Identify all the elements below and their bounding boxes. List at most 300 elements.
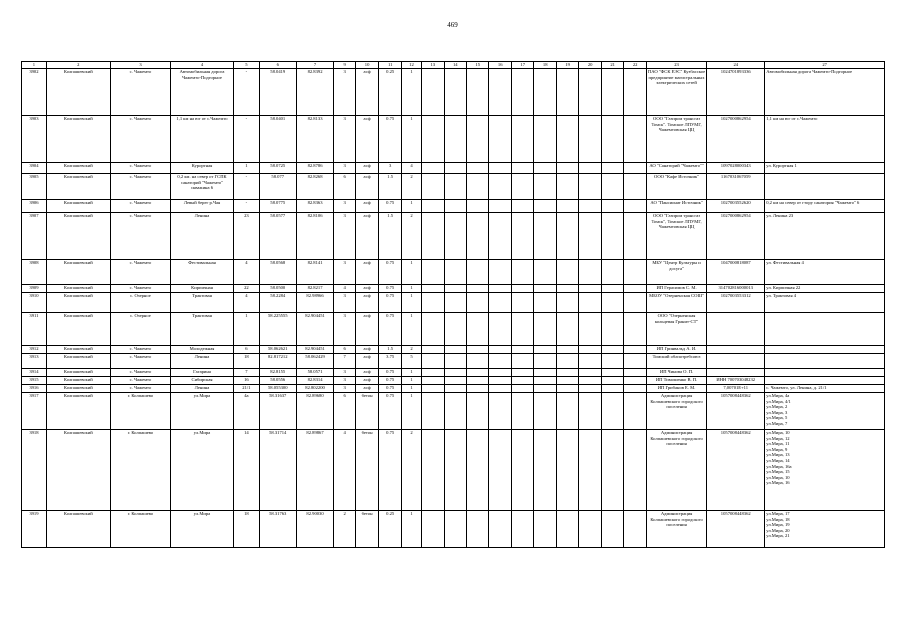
table-cell: Сибирская [171,377,234,385]
table-cell: 3915 [22,377,47,385]
table-cell: 82.8141 [296,260,334,285]
table-cell [579,293,601,313]
table-cell: 1.5 [379,346,401,354]
table-cell [422,200,444,213]
table-cell: 58.0568 [259,260,296,285]
table-cell: Фестивальная [171,260,234,285]
table-cell: 82.8155 [259,369,296,377]
column-header: 22 [624,62,646,69]
table-cell: ИП Грибанов Е. М. [646,385,706,393]
table-cell: 1057008448362 [707,393,765,430]
table-cell: 3904 [22,163,47,174]
column-header: 19 [556,62,578,69]
table-cell [511,377,533,385]
table-cell: Колпашевский [46,511,110,548]
table-cell: бетон [355,430,379,511]
table-cell: Колпашевский [46,163,110,174]
table-cell [624,200,646,213]
table-cell [444,511,466,548]
table-cell [624,369,646,377]
table-cell [467,213,489,260]
table-cell [579,285,601,293]
table-cell [601,293,623,313]
table-cell [534,369,556,377]
column-header: 17 [511,62,533,69]
table-cell: 0.75 [379,200,401,213]
table-cell: 1057008448362 [707,430,765,511]
table-cell: - [233,200,259,213]
table-cell [444,313,466,346]
table-row [22,163,885,174]
table-cell: 3 [334,163,355,174]
table-cell: Томский облпотребсоюз [646,354,706,369]
table-cell [467,369,489,377]
table-cell [601,346,623,354]
table-cell: 82.8786 [296,163,334,174]
table-cell [556,213,578,260]
table-cell [556,285,578,293]
table-cell: асф [355,285,379,293]
table-cell [534,393,556,430]
table-cell: 0.75 [379,313,401,346]
table-cell: 1027000862954 [707,213,765,260]
table-cell: 3905 [22,174,47,200]
table-cell: 1057008448362 [707,511,765,548]
table-cell [601,163,623,174]
table-cell: МБОУ "Озерненская СОШ" [646,293,706,313]
table-cell: 3917 [22,393,47,430]
table-cell [624,163,646,174]
table-cell [624,430,646,511]
table-cell: 18 [233,354,259,369]
table-cell [624,354,646,369]
table-cell [444,430,466,511]
table-cell: 3 [379,163,401,174]
table-cell: ул. Курортная 1 [765,163,885,174]
table-cell [707,346,765,354]
table-cell [765,354,885,369]
table-cell [422,377,444,385]
table-cell [601,213,623,260]
table-cell: Гагарина [171,369,234,377]
table-cell: Колпашевский [46,116,110,163]
table-cell: 5 [401,354,421,369]
table-cell: 3 [334,116,355,163]
table-cell: 82.8268 [296,174,334,200]
table-cell: 6 [334,393,355,430]
table-cell: ул.Мира, 10 ул.Мира, 12 ул.Мира, 11 ул.Мира, 9 ул.Мира, 13 ул.Мира, 14 ул.Мира, 16а ул.Мира, 15 ул.Мира, 10 ул.Мира, 16 [765,430,885,511]
table-cell [467,163,489,174]
table-cell [534,511,556,548]
table-cell: с. Чажемто [110,285,170,293]
table-cell: 7,00701E+11 [707,385,765,393]
table-cell [444,393,466,430]
table-cell: асф [355,313,379,346]
table-cell: 4 [334,285,355,293]
table-cell [422,354,444,369]
table-cell: 3902 [22,69,47,116]
table-cell [579,369,601,377]
table-cell [579,511,601,548]
table-cell [579,385,601,393]
table-cell [511,200,533,213]
table-cell: 4 [401,163,421,174]
table-cell [422,430,444,511]
table-cell: 1 [401,293,421,313]
table-row [22,511,885,548]
table-cell: 6 [334,174,355,200]
column-header: 3 [110,62,170,69]
table-cell: с. Чажемто [110,260,170,285]
table-cell: 82.90030 [296,511,334,548]
table-cell: 82.8133 [296,116,334,163]
table-cell: 22 [233,285,259,293]
table-cell [534,354,556,369]
table-cell: 1 [401,69,421,116]
table-cell [467,260,489,285]
table-cell [556,163,578,174]
table-cell: асф [355,69,379,116]
table-cell: с. Озерное [110,293,170,313]
table-cell [511,430,533,511]
table-row [22,69,885,116]
column-header: 13 [422,62,444,69]
registry-table [21,61,885,548]
table-cell [511,163,533,174]
table-cell [601,354,623,369]
table-cell [444,354,466,369]
table-cell [534,377,556,385]
table-row [22,430,885,511]
table-cell [422,293,444,313]
table-cell [489,393,511,430]
table-cell: 3906 [22,200,47,213]
table-cell [601,313,623,346]
table-cell: 82.89680 [296,393,334,430]
table-cell: 4 [233,260,259,285]
table-cell [489,213,511,260]
table-cell [489,377,511,385]
table-cell: 0.75 [379,385,401,393]
table-cell [534,260,556,285]
table-cell [422,213,444,260]
table-cell: ул.Мира [171,393,234,430]
table-cell [511,354,533,369]
table-cell: - [233,69,259,116]
table-cell: 4а [233,393,259,430]
table-cell [422,511,444,548]
table-cell: с. Чажемто [110,354,170,369]
table-cell: Колпашевский [46,377,110,385]
table-cell: 1 [401,116,421,163]
table-cell [422,174,444,200]
table-cell [467,174,489,200]
table-cell: асф [355,293,379,313]
table-cell: ул. Трактовая 4 [765,293,885,313]
table-cell: 82.8392 [296,69,334,116]
table-cell: 3912 [22,346,47,354]
table-cell: ИП Герасимов С. М. [646,285,706,293]
table-cell [556,511,578,548]
table-cell [556,369,578,377]
table-cell: Колпашевский [46,260,110,285]
table-cell: 2 [334,511,355,548]
table-cell: асф [355,369,379,377]
table-cell: 21/1 [233,385,259,393]
table-cell [467,116,489,163]
table-cell: 3 [334,260,355,285]
table-cell: Ленина [171,385,234,393]
table-cell [579,260,601,285]
table-cell: 82.8217 [296,285,334,293]
table-cell [467,354,489,369]
table-cell: 1167031067059 [707,174,765,200]
table-cell [624,393,646,430]
table-cell: Колпашевский [46,354,110,369]
table-cell: 2 [401,213,421,260]
table-cell: ИП Чинова О. П. [646,369,706,377]
table-cell [707,313,765,346]
table-cell: 4 [334,430,355,511]
table-cell: Колпашевский [46,346,110,354]
table-cell [422,369,444,377]
table-row [22,213,885,260]
table-cell: - [233,116,259,163]
table-cell: 82.8314 [296,377,334,385]
table-cell: Колпашевский [46,200,110,213]
table-cell: - [233,174,259,200]
table-cell [601,393,623,430]
table-cell [601,200,623,213]
table-cell: Автомобильная дорога Чажемто-Подгорное [765,69,885,116]
table-cell [556,313,578,346]
table-cell: 1 [401,385,421,393]
table-cell [444,174,466,200]
table-row [22,116,885,163]
table-cell [579,346,601,354]
table-cell: асф [355,116,379,163]
table-cell [467,313,489,346]
table-cell [511,174,533,200]
table-cell: Колпашевский [46,293,110,313]
table-row [22,285,885,293]
table-cell [489,174,511,200]
table-cell: 0.75 [379,260,401,285]
table-cell [489,69,511,116]
table-cell: 3 [334,377,355,385]
table-cell: ул.Мира [171,511,234,548]
table-cell: 1027000862954 [707,116,765,163]
table-cell: г. Колпашево [110,511,170,548]
header-row [22,62,885,69]
table-cell [556,393,578,430]
table-cell [444,385,466,393]
table-cell [422,260,444,285]
table-cell: 3919 [22,511,47,548]
table-cell: 2 [401,346,421,354]
table-cell: Колпашевский [46,285,110,293]
table-cell: Курортная [171,163,234,174]
table-cell: 6 [233,346,259,354]
table-cell [601,69,623,116]
table-cell: 1 [401,369,421,377]
table-cell: с. Чажемто [110,163,170,174]
table-cell: АО "Пансионат Источник" [646,200,706,213]
table-cell [579,163,601,174]
table-cell: Автомобильная дорога Чажемто-Подгорное [171,69,234,116]
table-cell: с. Чажемто, ул. Ленина, д. 21/1 [765,385,885,393]
table-cell [511,116,533,163]
table-cell: 3 [334,313,355,346]
table-cell [422,346,444,354]
table-cell: 3914 [22,369,47,377]
table-cell [534,385,556,393]
table-cell [467,511,489,548]
table-cell: 7 [233,369,259,377]
table-cell: г. Колпашево [110,430,170,511]
table-cell [511,511,533,548]
table-cell [601,285,623,293]
table-row [22,313,885,346]
table-cell: 0,2 км на север от гтору санатория "Чажемто" 6 [765,200,885,213]
table-cell [489,285,511,293]
table-cell: 1 [401,285,421,293]
table-cell: 82.817212 [259,354,296,369]
table-cell: 1 [401,260,421,285]
table-cell: 4 [233,293,259,313]
table-cell [444,116,466,163]
table-cell: с. Чажемто [110,213,170,260]
table-row [22,393,885,430]
table-cell: асф [355,377,379,385]
table-cell [444,163,466,174]
table-cell: 58.31637 [259,393,296,430]
table-cell: 23 [233,213,259,260]
table-cell: Колпашевский [46,369,110,377]
table-cell [624,385,646,393]
table-cell: ООО "Газпром трансгаз Томск". Томское ЛПУМГ, Чажемтовская ЦЦ [646,116,706,163]
table-cell: 3 [334,293,355,313]
table-cell: 58.225555 [259,313,296,346]
column-header: 1 [22,62,47,69]
table-cell: Колпашевский [46,393,110,430]
table-cell [511,285,533,293]
column-header: 15 [467,62,489,69]
table-cell [444,200,466,213]
table-cell: бетон [355,511,379,548]
table-cell [707,354,765,369]
table-cell: 0.75 [379,430,401,511]
table-cell: ул. Ленина 23 [765,213,885,260]
table-cell: 2 [401,430,421,511]
table-cell [624,285,646,293]
column-header: 6 [259,62,296,69]
table-cell [601,260,623,285]
table-cell: 16 [233,377,259,385]
table-cell [444,369,466,377]
table-row [22,385,885,393]
table-cell: Колпашевский [46,430,110,511]
table-cell: 58.31714 [259,430,296,511]
table-cell [534,293,556,313]
table-cell: МБУ "Центр Культуры и досуга" [646,260,706,285]
table-cell: 18 [233,511,259,548]
table-cell [765,174,885,200]
table-cell: Колпашевский [46,174,110,200]
table-row [22,346,885,354]
table-cell: 0,2 км. на север от ГСПК санаторий "Чажемто" скважина 6 [171,174,234,200]
table-cell: 0.25 [379,511,401,548]
table-cell [579,393,601,430]
table-row [22,377,885,385]
table-cell: ПАО "ФСК ЕЭС" Кузбасское предприятие магистральных электрических сетей [646,69,706,116]
column-header: 9 [334,62,355,69]
column-header: 24 [707,62,765,69]
table-cell [444,346,466,354]
table-cell [624,313,646,346]
table-cell: Колпашевский [46,385,110,393]
table-cell [556,174,578,200]
table-cell: Администрация Колпашевского городского поселения [646,511,706,548]
table-cell: 58.077 [259,174,296,200]
table-cell [579,174,601,200]
table-cell: 58.062429 [296,354,334,369]
table-cell [534,69,556,116]
table-cell: 58.31763 [259,511,296,548]
table-cell: асф [355,260,379,285]
table-cell [624,260,646,285]
table-cell [467,385,489,393]
table-cell: 58.0571 [296,369,334,377]
column-header: 12 [401,62,421,69]
column-header: 4 [171,62,234,69]
table-cell: 0.25 [379,69,401,116]
table-cell: ООО "Кафе Источник" [646,174,706,200]
table-cell: 2 [401,174,421,200]
table-cell [624,377,646,385]
table-cell [556,293,578,313]
table-cell [534,313,556,346]
table-cell: 82.904451 [296,346,334,354]
table-cell: 82.8363 [296,200,334,213]
table-cell: с. Чажемто [110,116,170,163]
table-cell: 0.75 [379,377,401,385]
table-cell [534,163,556,174]
table-cell: Колпашевский [46,69,110,116]
table-cell [467,285,489,293]
table-cell: асф [355,385,379,393]
table-cell [444,293,466,313]
table-row [22,354,885,369]
table-cell [489,385,511,393]
table-cell: 58.0725 [259,163,296,174]
column-header: 11 [379,62,401,69]
table-cell: Ленина [171,354,234,369]
table-cell: 3903 [22,116,47,163]
table-cell: асф [355,213,379,260]
table-cell: 1 [233,163,259,174]
table-cell: 1047000818087 [707,260,765,285]
table-row [22,369,885,377]
table-cell: Администрация Колпашевского городского поселения [646,393,706,430]
table-cell [511,346,533,354]
table-cell: ул.Мира [171,430,234,511]
table-cell [624,116,646,163]
table-cell [489,346,511,354]
table-cell: 1027003553312 [707,293,765,313]
table-cell [467,346,489,354]
table-cell [511,369,533,377]
